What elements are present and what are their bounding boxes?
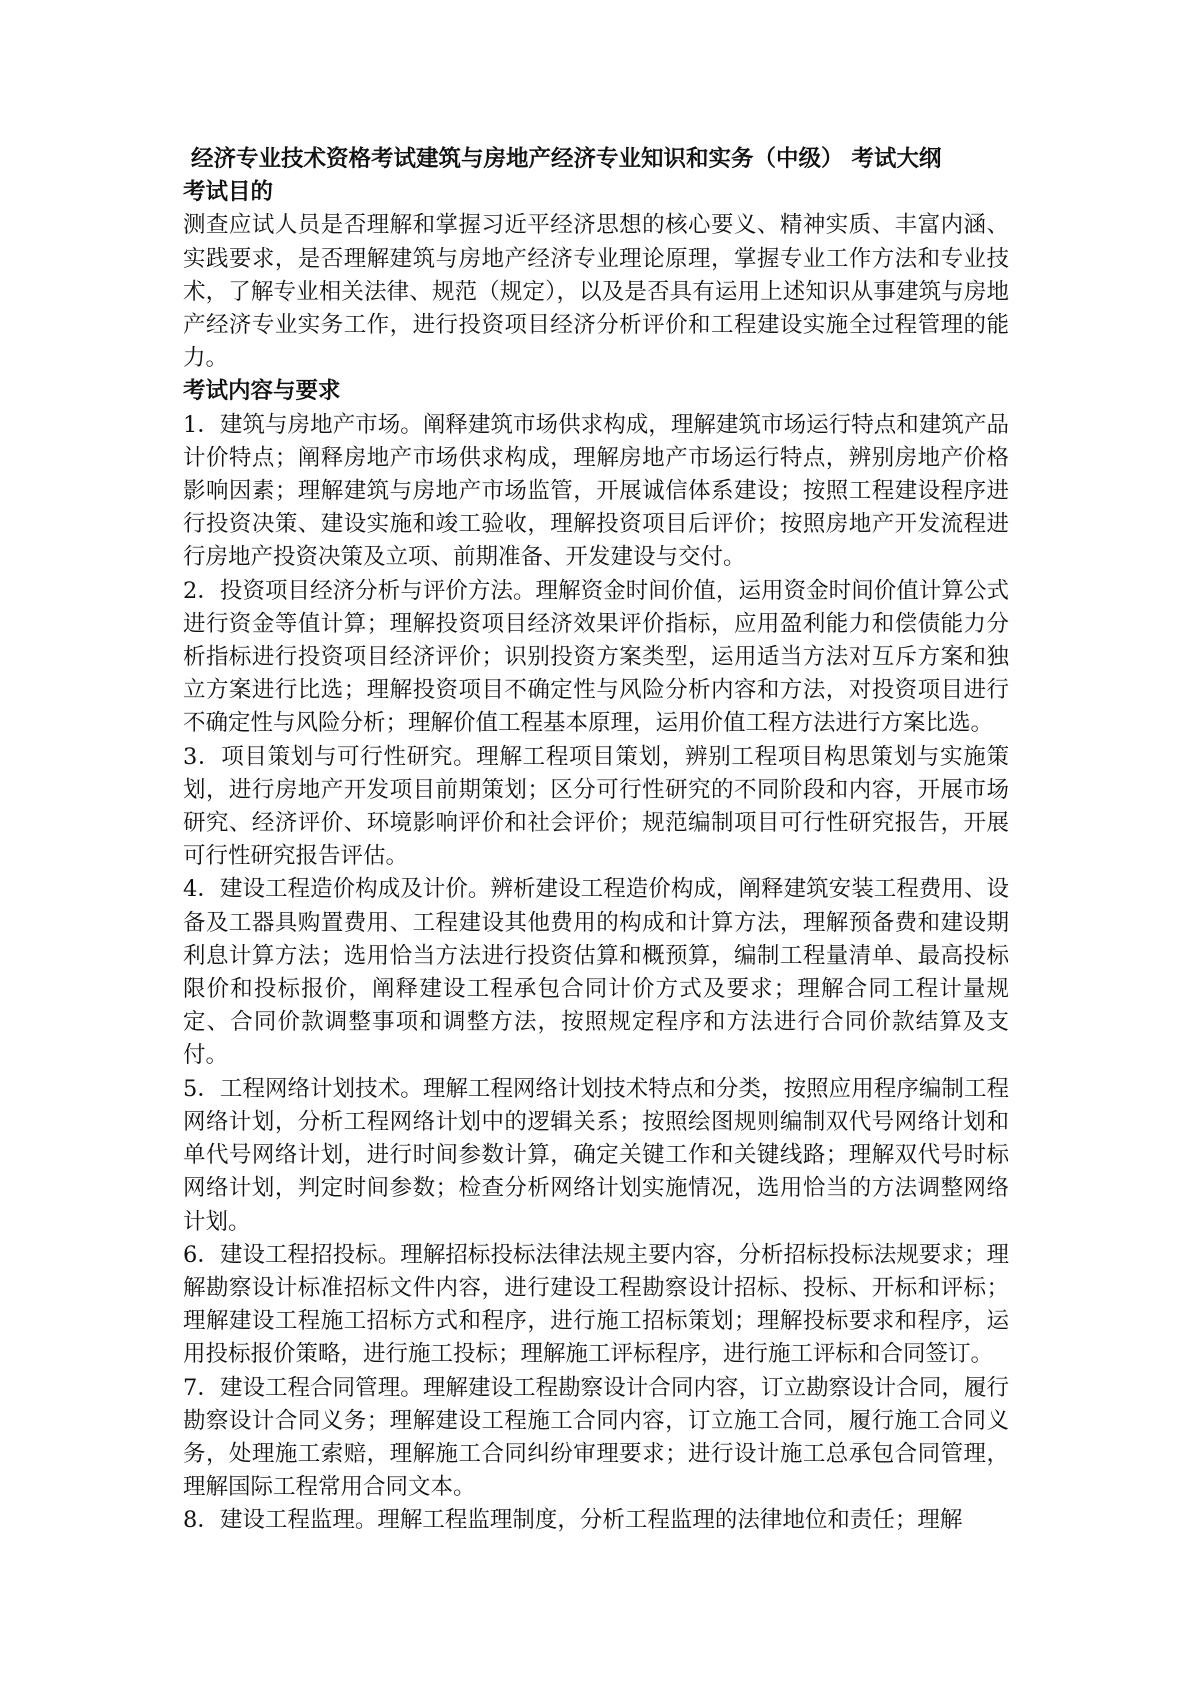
- paragraph-item-7: 7．建设工程合同管理。理解建设工程勘察设计合同内容，订立勘察设计合同，履行勘察设计合同义务；理解建设工程施工合同内容，订立施工合同，履行施工合同义务，处理施工索赔，理解施工合同纠纷审理要求；进行设计施工总承包合同管理，理解国际工程常用合同文本。: [183, 1374, 1009, 1501]
- section-heading-exam-content: 考试内容与要求: [183, 378, 341, 405]
- paragraph-item-5: 5．工程网络计划技术。理解工程网络计划技术特点和分类，按照应用程序编制工程网络计划，分析工程网络计划中的逻辑关系；按照绘图规则编制双代号网络计划和单代号网络计划，进行时间参数计算，确定关键工作和关键线路；理解双代号时标网络计划，判定时间参数；检查分析网络计划实施情况，选用恰当的方法调整网络计划。: [183, 1075, 1009, 1235]
- section-heading-exam-purpose: 考试目的: [183, 179, 274, 206]
- section-exam-purpose: [183, 176, 1009, 375]
- section-exam-content: [183, 375, 1009, 1537]
- paragraph-item-4: 4．建设工程造价构成及计价。辨析建设工程造价构成，阐释建筑安装工程费用、设备及工器具购置费用、工程建设其他费用的构成和计算方法，理解预备费和建设期利息计算方法；选用恰当方法进行投资估算和概预算，编制工程量清单、最高投标限价和投标报价，阐释建设工程承包合同计价方式及要求；理解合同工程计量规定、合同价款调整事项和调整方法，按照规定程序和方法进行合同价款结算及支付。: [183, 876, 1009, 1069]
- paragraph-item-1: 1．建筑与房地产市场。阐释建筑市场供求构成，理解建筑市场运行特点和建筑产品计价特点；阐释房地产市场供求构成，理解房地产市场运行特点，辨别房地产价格影响因素；理解建筑与房地产市场监管，开展诚信体系建设；按照工程建设程序进行投资决策、建设实施和竣工验收，理解投资项目后评价；按照房地产开发流程进行房地产投资决策及立项、前期准备、开发建设与交付。: [183, 411, 1009, 571]
- paragraph-item-6: 6．建设工程招投标。理解招标投标法律法规主要内容，分析招标投标法规要求；理解勘察设计标准招标文件内容，进行建设工程勘察设计招标、投标、开标和评标；理解建设工程施工招标方式和程序，进行施工招标策划；理解投标要求和程序，运用投标报价策略，进行施工投标；理解施工评标程序，进行施工评标和合同签订。: [183, 1241, 1009, 1368]
- paragraph-item-3: 3．项目策划与可行性研究。理解工程项目策划，辨别工程项目构思策划与实施策划，进行房地产开发项目前期策划；区分可行性研究的不同阶段和内容，开展市场研究、经济评价、环境影响评价和社会评价；规范编制项目可行性研究报告，开展可行性研究报告评估。: [183, 743, 1009, 870]
- document-body: [183, 143, 1009, 1538]
- paragraph-item-2: 2．投资项目经济分析与评价方法。理解资金时间价值，运用资金时间价值计算公式进行资金等值计算；理解投资项目经济效果评价指标，应用盈利能力和偿债能力分析指标进行投资项目经济评价；识别投资方案类型，运用适当方法对互斥方案和独立方案进行比选；理解投资项目不确定性与风险分析内容和方法，对投资项目进行不确定性与风险分析；理解价值工程基本原理，运用价值工程方法进行方案比选。: [183, 577, 1009, 737]
- document-title: 经济专业技术资格考试建筑与房地产经济专业知识和实务（中级） 考试大纲: [191, 146, 942, 172]
- paragraph: 测查应试人员是否理解和掌握习近平经济思想的核心要义、精神实质、丰富内涵、实践要求，是否理解建筑与房地产经济专业理论原理，掌握专业工作方法和专业技术，了解专业相关法律、规范（规定），以及是否具有运用上述知识从事建筑与房地产经济专业实务工作，进行投资项目经济分析评价和工程建设实施全过程管理的能力。: [183, 212, 1009, 372]
- paragraph-item-8: 8．建设工程监理。理解工程监理制度，分析工程监理的法律地位和责任；理解: [183, 1507, 963, 1534]
